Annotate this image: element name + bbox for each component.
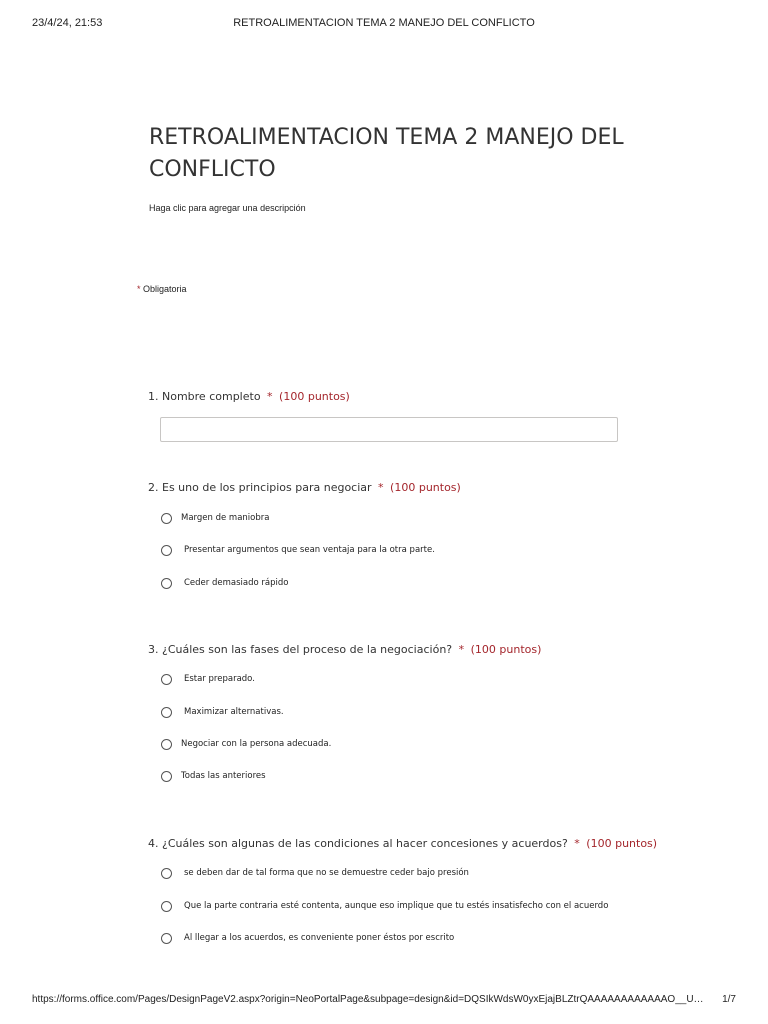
required-note xyxy=(137,284,187,294)
required-note-label: Obligatoria xyxy=(143,284,187,294)
radio-button[interactable] xyxy=(161,901,172,912)
question-points: (100 puntos) xyxy=(470,643,542,656)
radio-button[interactable] xyxy=(161,771,172,782)
radio-button[interactable] xyxy=(161,545,172,556)
option-label: Margen de maniobra xyxy=(181,513,270,523)
q4-option-2[interactable] xyxy=(161,899,608,913)
question-points: (100 puntos) xyxy=(390,481,461,494)
page-url: https://forms.office.com/Pages/DesignPageV2.aspx?origin=NeoPortalPage&subpage=design&id=DQSIkWdsW0yxEjajBLZtrQAAAAAAAAAAAAO__U… xyxy=(32,994,704,1005)
question-2-title xyxy=(148,481,461,494)
required-asterisk: * xyxy=(137,284,141,294)
option-label: Al llegar a los acuerdos, es conveniente poner éstos por escrito xyxy=(184,933,455,943)
print-footer xyxy=(32,994,736,1008)
page-number: 1/7 xyxy=(722,994,736,1005)
q3-option-4[interactable] xyxy=(161,769,266,783)
q3-option-2[interactable] xyxy=(161,705,284,719)
form-title xyxy=(149,122,649,186)
required-asterisk: * xyxy=(458,643,465,656)
print-title: RETROALIMENTACION TEMA 2 MANEJO DEL CONFLICTO xyxy=(233,17,535,29)
option-label: Todas las anteriores xyxy=(181,771,266,781)
question-text: ¿Cuáles son las fases del proceso de la negociación? xyxy=(162,643,453,656)
question-text: ¿Cuáles son algunas de las condiciones al hacer concesiones y acuerdos? xyxy=(162,837,568,850)
question-text: Nombre completo xyxy=(162,390,261,403)
question-3-title xyxy=(148,643,541,656)
q3-option-1[interactable] xyxy=(161,672,255,686)
option-label: Presentar argumentos que sean ventaja para la otra parte. xyxy=(184,545,435,555)
question-number: 1. xyxy=(148,390,159,403)
question-points: (100 puntos) xyxy=(279,390,350,403)
option-label: Negociar con la persona adecuada. xyxy=(181,739,332,749)
form-title-line1: RETROALIMENTACION TEMA 2 MANEJO DEL xyxy=(149,125,624,150)
form-description[interactable]: Haga clic para agregar una descripción xyxy=(149,203,306,213)
radio-button[interactable] xyxy=(161,674,172,685)
q2-option-3[interactable] xyxy=(161,576,288,590)
q4-option-1[interactable] xyxy=(161,866,469,880)
radio-button[interactable] xyxy=(161,707,172,718)
question-1-title xyxy=(148,390,350,403)
radio-button[interactable] xyxy=(161,868,172,879)
question-number: 4. xyxy=(148,837,159,850)
question-number: 3. xyxy=(148,643,159,656)
q3-option-3[interactable] xyxy=(161,737,331,751)
radio-button[interactable] xyxy=(161,513,172,524)
q2-option-2[interactable] xyxy=(161,543,435,557)
question-text: Es uno de los principios para negociar xyxy=(162,481,372,494)
option-label: Que la parte contraria esté contenta, aunque eso implique que tu estés insatisfecho con el acuerdo xyxy=(184,901,609,911)
q4-option-3[interactable] xyxy=(161,931,454,945)
full-name-input[interactable] xyxy=(160,417,618,442)
option-label: se deben dar de tal forma que no se demuestre ceder bajo presión xyxy=(184,868,469,878)
required-asterisk: * xyxy=(267,390,273,403)
required-asterisk: * xyxy=(378,481,384,494)
question-number: 2. xyxy=(148,481,159,494)
radio-button[interactable] xyxy=(161,739,172,750)
option-label: Maximizar alternativas. xyxy=(184,707,284,717)
required-asterisk: * xyxy=(574,837,580,850)
print-datetime: 23/4/24, 21:53 xyxy=(32,17,103,29)
radio-button[interactable] xyxy=(161,933,172,944)
question-points: (100 puntos) xyxy=(586,837,658,850)
question-4-title xyxy=(148,837,657,850)
form-title-line2: CONFLICTO xyxy=(149,157,276,182)
q2-option-1[interactable] xyxy=(161,511,269,525)
print-header xyxy=(32,17,736,31)
option-label: Estar preparado. xyxy=(184,674,255,684)
radio-button[interactable] xyxy=(161,578,172,589)
option-label: Ceder demasiado rápido xyxy=(184,578,289,588)
